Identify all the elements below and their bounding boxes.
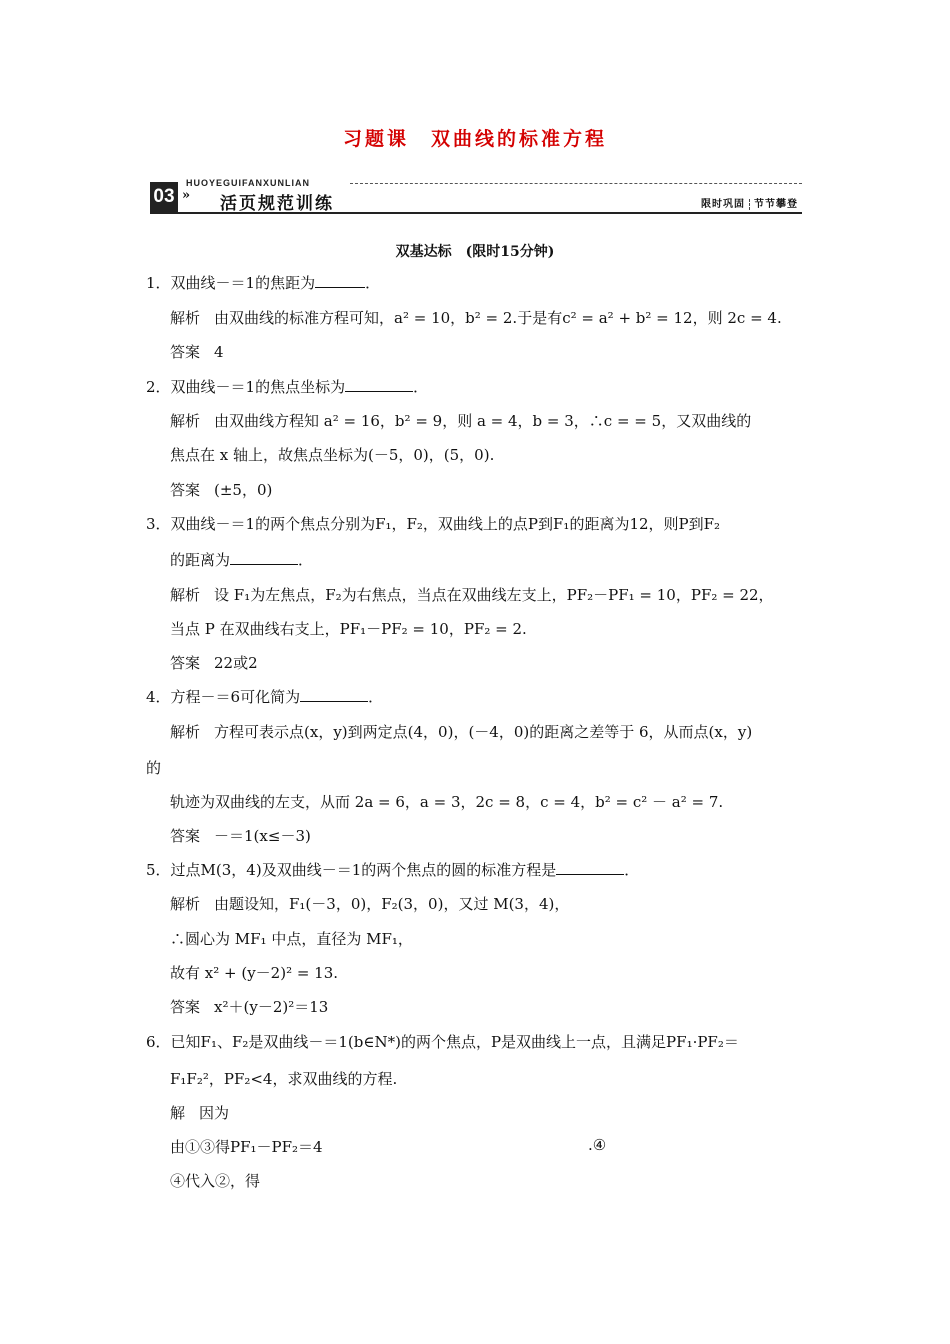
analysis-label: 解析	[170, 895, 201, 913]
q2-answer	[170, 479, 272, 500]
banner-dotted-line	[350, 183, 802, 184]
q3-answer-text: 22或2	[214, 654, 258, 672]
q5-answer	[170, 996, 328, 1017]
q4-text: 方程－＝6可化简为	[170, 688, 301, 706]
banner-main-title: 活页规范训练	[220, 194, 334, 214]
q3-stem-cont	[170, 549, 313, 570]
q2-analysis-cont	[170, 444, 494, 465]
q5-analysis	[170, 893, 569, 914]
q2-answer-text: (±5，0)	[214, 481, 273, 499]
q3-number: 3．	[146, 515, 171, 533]
q6-text: 已知F₁、F₂是双曲线－＝1(b∈N*)的两个焦点，P是双曲线上一点，且满足PF₁·PF₂＝	[170, 1033, 739, 1051]
banner-tag-divider	[749, 199, 750, 210]
q2-text: 双曲线－＝1的焦点坐标为	[170, 378, 346, 396]
q4-answer	[170, 825, 311, 846]
q5-number: 5．	[146, 861, 171, 879]
answer-label: 答案	[170, 827, 201, 845]
q3-blank	[230, 550, 298, 565]
q4-analysis-text1: 方程可表示点(x，y)到两定点(4，0)，(－4，0)的距离之差等于 6，从而点(x，y)	[214, 723, 753, 741]
q4-blank	[300, 687, 368, 702]
q4-analysis	[170, 721, 752, 742]
banner-arrow-icon: »	[182, 188, 191, 203]
q6-text2: F₁F₂²，PF₂<4，求双曲线的方程.	[170, 1070, 398, 1088]
banner-number: 03	[150, 182, 178, 212]
q3-answer	[170, 652, 258, 673]
q5-stem	[146, 859, 639, 880]
q5-analysis-text3: 故有 x² + (y－2)² = 13.	[170, 964, 339, 982]
answer-label: 答案	[170, 654, 201, 672]
q1-number: 1．	[146, 274, 171, 292]
q6-step1-text: 由①③得PF₁－PF₂＝4	[170, 1138, 323, 1156]
q1-analysis	[170, 307, 782, 328]
q4-analysis-text1b: 的	[146, 759, 162, 777]
q4-number: 4．	[146, 688, 171, 706]
q3-analysis	[170, 584, 774, 605]
q3-text2: 的距离为	[170, 551, 231, 569]
q1-end: ．	[365, 274, 381, 292]
answer-label: 答案	[170, 481, 201, 499]
q4-analysis-text2: 轨迹为双曲线的左支，从而 2a = 6，a = 3，2c = 8，c = 4，b² = c² － a² = 7.	[170, 793, 724, 811]
q5-analysis-cont1	[170, 928, 413, 949]
q2-end: ．	[413, 378, 429, 396]
banner-rule	[150, 212, 802, 214]
q6-step1-tag-text: .④	[588, 1136, 607, 1154]
q3-analysis-cont	[170, 618, 527, 639]
q6-step1-tag	[588, 1136, 606, 1154]
q5-blank	[556, 860, 624, 875]
q3-analysis-text1: 设 F₁为左焦点，F₂为右焦点，当点在双曲线左支上，PF₂－PF₁ = 10，PF₂ = 22，	[214, 586, 774, 604]
q1-stem	[146, 272, 380, 293]
q2-analysis-text1: 由双曲线方程知 a² = 16，b² = 9，则 a = 4，b = 3，∴c = = 5，又双曲线的	[214, 412, 752, 430]
q4-analysis-cont	[170, 791, 723, 812]
q3-text: 双曲线－＝1的两个焦点分别为F₁，F₂，双曲线上的点P到F₁的距离为12，则P到F₂	[170, 515, 721, 533]
section-banner	[150, 178, 802, 214]
q4-end: ．	[368, 688, 384, 706]
analysis-label: 解析	[170, 586, 201, 604]
answer-label: 答案	[170, 343, 201, 361]
q4-analysis-wrap	[146, 757, 161, 778]
analysis-label: 解析	[170, 723, 201, 741]
q6-stem	[146, 1031, 739, 1052]
q1-text: 双曲线－＝1的焦距为	[170, 274, 316, 292]
banner-tag-b: 节节攀登	[754, 199, 798, 210]
solution-label: 解	[170, 1104, 186, 1122]
q1-blank	[315, 273, 365, 288]
answer-label: 答案	[170, 998, 201, 1016]
q5-analysis-text2: ∴圆心为 MF₁ 中点，直径为 MF₁，	[170, 930, 413, 948]
q6-number: 6．	[146, 1033, 171, 1051]
q6-solution	[170, 1102, 229, 1123]
q3-stem	[146, 513, 720, 534]
q2-stem	[146, 376, 428, 397]
q1-answer-text: 4	[214, 343, 224, 361]
q6-step2	[170, 1170, 260, 1191]
q5-end: ．	[624, 861, 640, 879]
section-title: 双基达标 (限时15分钟)	[395, 244, 555, 260]
q6-step1	[170, 1136, 323, 1157]
banner-subtitle: HUOYEGUIFANXUNLIAN	[186, 178, 311, 188]
analysis-label: 解析	[170, 309, 201, 327]
q1-answer	[170, 341, 224, 362]
page-title: 习题课 双曲线的标准方程	[342, 128, 607, 150]
banner-right-tags	[701, 195, 798, 210]
q5-analysis-text1: 由题设知，F₁(－3，0)，F₂(3，0)，又过 M(3，4)，	[214, 895, 570, 913]
q1-analysis-text: 由双曲线的标准方程可知，a² = 10，b² = 2.于是有c² = a² + b² = 12，则 2c = 4.	[214, 309, 782, 327]
q2-blank	[345, 377, 413, 392]
q2-analysis	[170, 410, 751, 431]
q5-answer-text: x²＋(y－2)²＝13	[214, 998, 329, 1016]
q5-analysis-cont2	[170, 962, 338, 983]
q4-stem	[146, 686, 383, 707]
q2-number: 2．	[146, 378, 171, 396]
q6-solution-text: 因为	[199, 1104, 230, 1122]
q2-analysis-text2: 焦点在 x 轴上，故焦点坐标为(－5，0)，(5，0).	[170, 446, 495, 464]
q3-end: ．	[298, 551, 314, 569]
banner-tag-a: 限时巩固	[701, 199, 745, 210]
analysis-label: 解析	[170, 412, 201, 430]
q4-answer-text: －＝1(x≤－3)	[214, 827, 311, 845]
q6-step2-text: ④代入②，得	[170, 1172, 261, 1190]
q5-text: 过点M(3，4)及双曲线－＝1的两个焦点的圆的标准方程是	[170, 861, 557, 879]
q6-stem-cont	[170, 1068, 397, 1089]
q3-analysis-text2: 当点 P 在双曲线右支上，PF₁－PF₂ = 10，PF₂ = 2.	[170, 620, 527, 638]
